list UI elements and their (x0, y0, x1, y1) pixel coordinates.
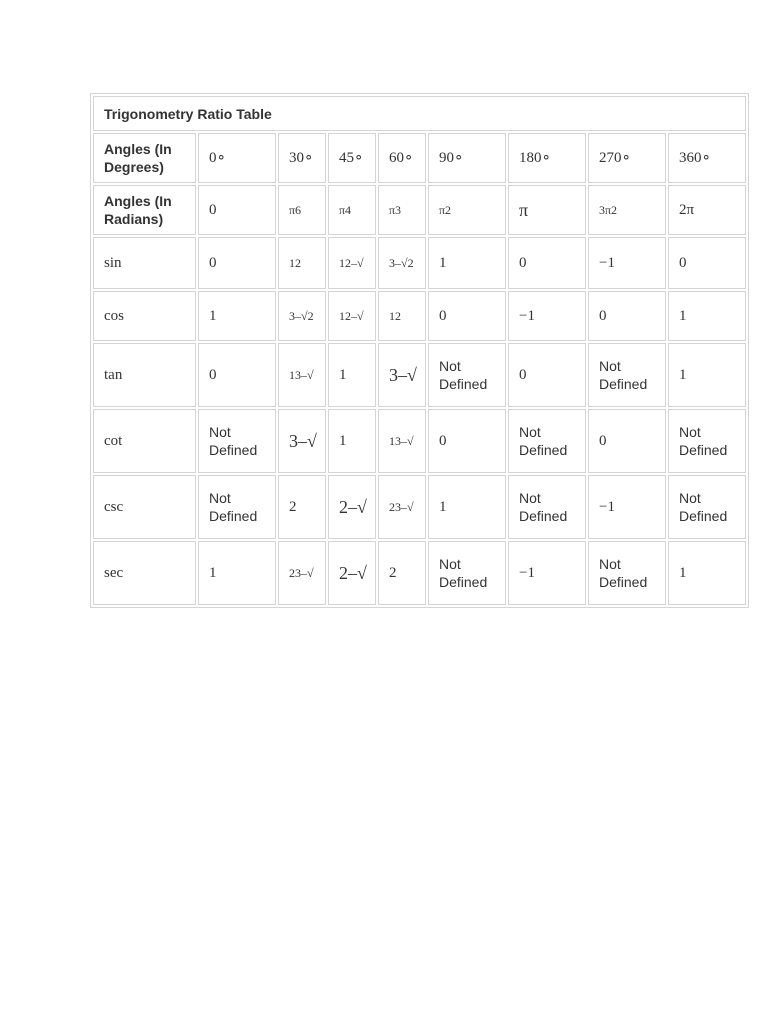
row-header: cot (93, 409, 196, 473)
table-cell: 12 (278, 237, 326, 289)
table-cell: −1 (588, 475, 666, 539)
table-cell: 12–√ (328, 291, 376, 341)
table-cell: 0∘ (198, 133, 276, 183)
table-cell: Not Defined (508, 475, 586, 539)
table-cell: 0 (668, 237, 746, 289)
table-cell: 13–√ (278, 343, 326, 407)
table-cell: 3–√ (378, 343, 426, 407)
table-cell: 30∘ (278, 133, 326, 183)
row-header: cos (93, 291, 196, 341)
table-cell: 0 (588, 409, 666, 473)
table-cell: Not Defined (198, 409, 276, 473)
table-row (93, 237, 746, 289)
table-cell: Not Defined (428, 541, 506, 605)
table-cell: 45∘ (328, 133, 376, 183)
table-cell: 360∘ (668, 133, 746, 183)
table-cell: 2–√ (328, 541, 376, 605)
table-cell: π4 (328, 185, 376, 235)
row-header: tan (93, 343, 196, 407)
row-header: sec (93, 541, 196, 605)
table-cell: 1 (668, 541, 746, 605)
table-cell: 1 (428, 237, 506, 289)
table-row (93, 291, 746, 341)
table-cell: 3–√2 (278, 291, 326, 341)
table-row (93, 475, 746, 539)
table-cell: 270∘ (588, 133, 666, 183)
table-cell: Not Defined (588, 541, 666, 605)
table-cell: 23–√ (278, 541, 326, 605)
table-cell: Not Defined (668, 475, 746, 539)
table-row (93, 541, 746, 605)
table-cell: 1 (428, 475, 506, 539)
table-cell: 0 (198, 343, 276, 407)
table-cell: 12 (378, 291, 426, 341)
table-cell: 13–√ (378, 409, 426, 473)
table-cell: −1 (588, 237, 666, 289)
table-row (93, 409, 746, 473)
table-row (93, 133, 746, 183)
table-cell: 90∘ (428, 133, 506, 183)
row-header: Angles (In Degrees) (93, 133, 196, 183)
table-cell: 1 (198, 291, 276, 341)
table-cell: 3–√2 (378, 237, 426, 289)
table-cell: 0 (198, 185, 276, 235)
table-cell: −1 (508, 541, 586, 605)
table-cell: 2 (378, 541, 426, 605)
table-cell: 0 (428, 409, 506, 473)
table-cell: 0 (198, 237, 276, 289)
table-cell: 1 (198, 541, 276, 605)
table-caption: Trigonometry Ratio Table (93, 96, 746, 131)
row-header: csc (93, 475, 196, 539)
table-cell: 23–√ (378, 475, 426, 539)
table-cell: Not Defined (668, 409, 746, 473)
table-cell: Not Defined (508, 409, 586, 473)
table-row (93, 185, 746, 235)
table-cell: Not Defined (198, 475, 276, 539)
table-cell: 1 (668, 343, 746, 407)
row-header: sin (93, 237, 196, 289)
table-cell: Not Defined (588, 343, 666, 407)
table-cell: 180∘ (508, 133, 586, 183)
table-cell: 1 (668, 291, 746, 341)
table-cell: π6 (278, 185, 326, 235)
table-cell: 2 (278, 475, 326, 539)
table-cell: 0 (588, 291, 666, 341)
table-cell: 3–√ (278, 409, 326, 473)
table-cell: π3 (378, 185, 426, 235)
table-cell: π2 (428, 185, 506, 235)
table-cell: Not Defined (428, 343, 506, 407)
table-cell: 0 (508, 237, 586, 289)
table-row (93, 343, 746, 407)
table-cell: 12–√ (328, 237, 376, 289)
table-cell: π (508, 185, 586, 235)
table-cell: 0 (428, 291, 506, 341)
table-cell: 0 (508, 343, 586, 407)
table-cell: 1 (328, 409, 376, 473)
row-header: Angles (In Radians) (93, 185, 196, 235)
table-cell: −1 (508, 291, 586, 341)
table-cell: 1 (328, 343, 376, 407)
trig-ratio-table (90, 93, 749, 608)
table-cell: 2–√ (328, 475, 376, 539)
table-cell: 3π2 (588, 185, 666, 235)
table-cell: 60∘ (378, 133, 426, 183)
table-cell: 2π (668, 185, 746, 235)
